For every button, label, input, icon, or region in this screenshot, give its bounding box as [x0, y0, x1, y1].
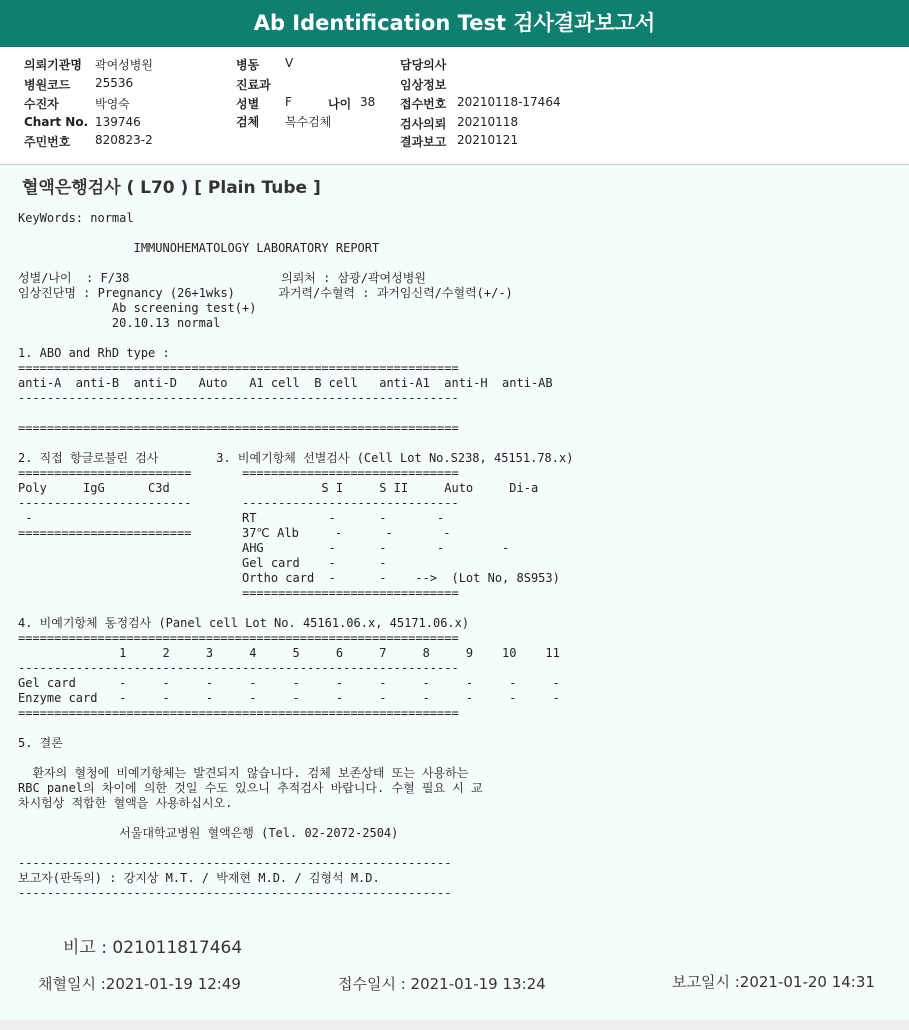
patient-value: 박영숙 — [95, 97, 130, 111]
report-line: 차시험상 적합한 혈액을 사용하십시오. — [18, 796, 233, 810]
receive-datetime: 접수일시 : 2021-01-19 13:24 — [338, 975, 546, 993]
report-line: KeyWords: normal — [18, 211, 134, 225]
report-line: anti-A anti-B anti-D Auto A1 cell B cell anti-A1 anti-H anti-AB — [18, 376, 553, 390]
org-label: 의뢰기관명 — [24, 58, 82, 72]
request-label: 검사의뢰 — [400, 117, 447, 131]
receipt-value: 20210118-17464 — [457, 95, 561, 109]
report-line: Ortho card - - --> (Lot No, 8S953) — [18, 571, 560, 585]
report-header — [0, 0, 909, 47]
report-line: 4. 비예기항체 동정검사 (Panel cell Lot No. 45161.06.x, 45171.06.x) — [18, 616, 470, 630]
ward-label: 병동 — [236, 58, 260, 72]
report-line: ============================== — [18, 586, 459, 600]
dept-label: 진료과 — [236, 78, 271, 92]
chart-value: 139746 — [95, 115, 141, 129]
report-line: ============================================================= — [18, 631, 459, 645]
report-line: Gel card - - — [18, 556, 387, 570]
report-line: 2. 직접 항글로불린 검사 3. 비예기항체 선별검사 (Cell Lot No.S238, 45151.78.x) — [18, 451, 574, 465]
specimen-label: 검체 — [236, 115, 260, 129]
report-line: 환자의 혈청에 비예기항체는 발견되지 않습니다. 검체 보존상태 또는 사용하는 — [18, 766, 469, 780]
report-line: ------------------------------------------------------------- — [18, 661, 459, 675]
report-header-title: Ab Identification Test 검사결과보고서 — [253, 11, 656, 35]
request-value: 20210118 — [457, 115, 519, 129]
report-line: ------------------------------------------------------------- — [18, 391, 459, 405]
report-line: ------------------------ ------------------------------ — [18, 496, 459, 510]
report-title: 혈액은행검사 ( L70 ) [ Plain Tube ] — [22, 178, 321, 198]
report-line: IMMUNOHEMATOLOGY LABORATORY REPORT — [18, 241, 380, 255]
receipt-label: 접수번호 — [400, 97, 447, 111]
collect-datetime: 채혈일시 :2021-01-19 12:49 — [38, 975, 241, 993]
report-line: ============================================================= — [18, 706, 459, 720]
code-value: 25536 — [95, 76, 134, 90]
report-date-value: 20210121 — [457, 133, 519, 147]
report-line: 서울대학교병원 혈액은행 (Tel. 02-2072-2504) — [18, 826, 399, 840]
rrn-value: 820823-2 — [95, 133, 153, 147]
report-line: Gel card - - - - - - - - - - - — [18, 676, 560, 690]
report-line: RBC panel의 차이에 의한 것일 수도 있으니 추적검사 바랍니다. 수혈 필요 시 교 — [18, 781, 483, 795]
doctor-label: 담당의사 — [400, 58, 447, 72]
report-line: ------------------------------------------------------------ — [18, 886, 452, 900]
sex-label: 성별 — [236, 97, 260, 111]
report-line: ======================== 37℃ Alb - - - — [18, 526, 451, 540]
org-value: 곽여성병원 — [95, 58, 153, 72]
clinical-label: 임상정보 — [400, 78, 447, 92]
age-value: 38 — [360, 95, 376, 109]
chart-label: Chart No. — [24, 115, 89, 129]
remark: 비고 : 021011817464 — [63, 938, 243, 958]
ward-value: V — [285, 56, 294, 70]
report-line: 보고자(판독의) : 강지상 M.T. / 박재현 M.D. / 김형석 M.D. — [18, 871, 380, 885]
report-line: - RT - - - — [18, 511, 445, 525]
report-line: Ab screening test(+) — [18, 301, 257, 315]
report-datetime: 보고일시 :2021-01-20 14:31 — [672, 973, 875, 991]
sex-value: F — [285, 95, 292, 109]
report-line: 임상진단명 : Pregnancy (26+1wks) 과거력/수혈력 : 과거임신력/수혈력(+/-) — [18, 286, 513, 300]
report-line: Poly IgG C3d S I S II Auto Di-a — [18, 481, 539, 495]
code-label: 병원코드 — [24, 78, 71, 92]
report-line: ------------------------------------------------------------ — [18, 856, 452, 870]
age-label: 나이 — [328, 97, 352, 111]
report-line: 1. ABO and RhD type : — [18, 346, 170, 360]
patient-info-panel — [0, 47, 909, 165]
report-line: 성별/나이 : F/38 의뢰처 : 삼광/곽여성병원 — [18, 271, 426, 285]
report-line: 20.10.13 normal — [18, 316, 221, 330]
report-line: 1 2 3 4 5 6 7 8 9 10 11 — [18, 646, 560, 660]
specimen-value: 복수검체 — [285, 115, 332, 129]
patient-label: 수진자 — [24, 97, 59, 111]
report-line: ============================================================= — [18, 361, 459, 375]
report-line: ======================== ============================== — [18, 466, 459, 480]
report-date-label: 결과보고 — [400, 135, 447, 149]
report-line: AHG - - - - — [18, 541, 510, 555]
report-line: Enzyme card - - - - - - - - - - - — [18, 691, 560, 705]
report-line: ============================================================= — [18, 421, 459, 435]
report-line: 5. 결론 — [18, 736, 63, 750]
report-body — [0, 165, 909, 1020]
rrn-label: 주민번호 — [24, 135, 71, 149]
